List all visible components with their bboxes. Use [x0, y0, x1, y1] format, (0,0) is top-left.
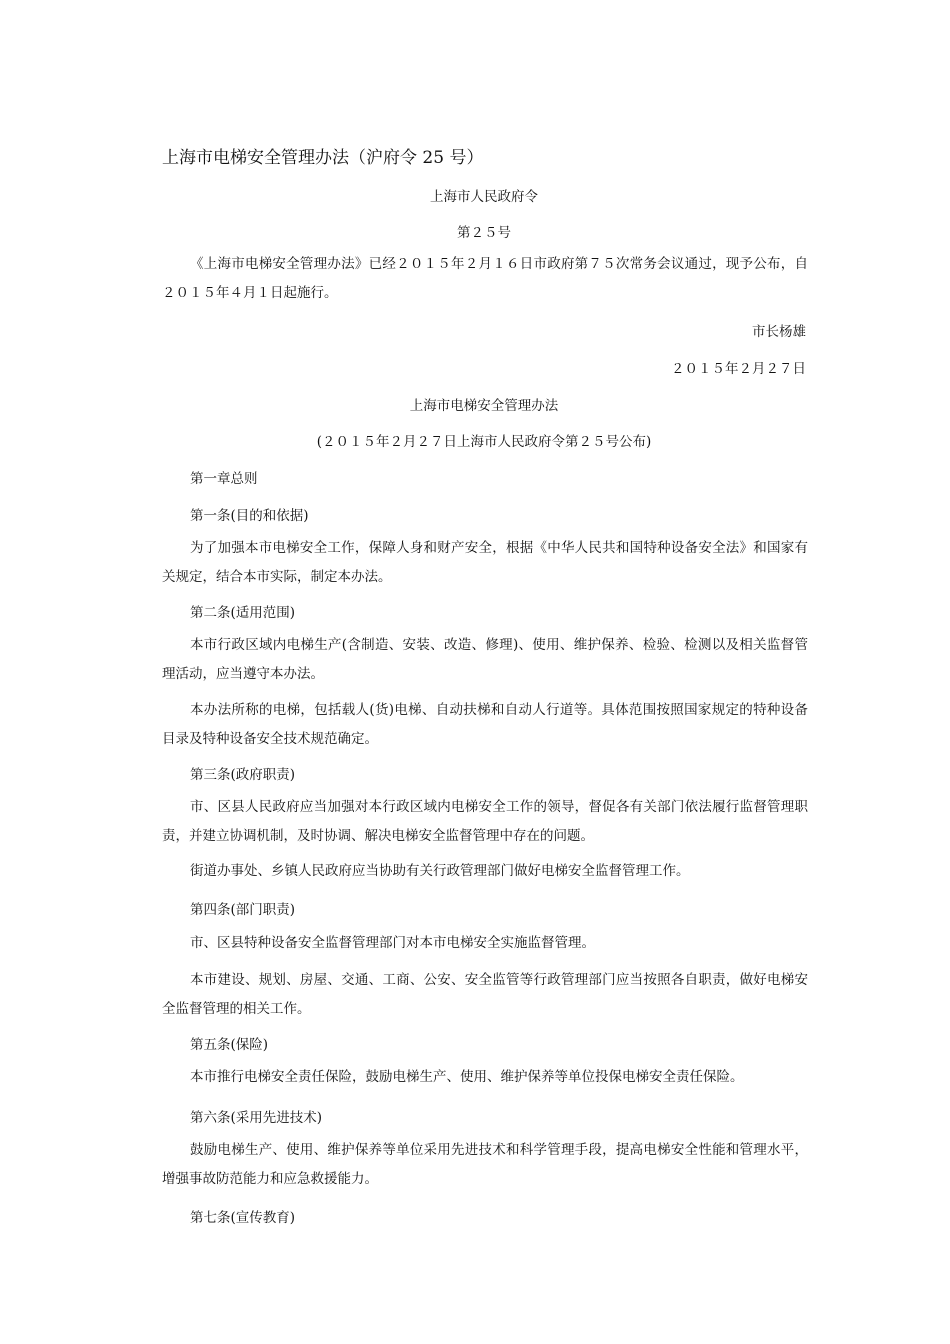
article-heading: 第四条(部门职责): [190, 902, 296, 918]
article-paragraph: 市、区县人民政府应当加强对本行政区域内电梯安全工作的领导，督促各有关部门依法履行监督管理职责，并建立协调机制，及时协调、解决电梯安全监督管理中存在的问题。: [162, 799, 808, 844]
article-paragraph: 本办法所称的电梯，包括载人(货)电梯、自动扶梯和自动人行道等。具体范围按照国家规定的特种设备目录及特种设备安全技术规范确定。: [162, 702, 808, 747]
regulation-title: 上海市电梯安全管理办法: [409, 398, 559, 414]
article-paragraph: 街道办事处、乡镇人民政府应当协助有关行政管理部门做好电梯安全监督管理工作。: [190, 863, 690, 879]
article-paragraph: 鼓励电梯生产、使用、维护保养等单位采用先进技术和科学管理手段，提高电梯安全性能和管理水平，增强事故防范能力和应急救援能力。: [162, 1142, 808, 1187]
document-title: 上海市电梯安全管理办法（沪府令 25 号）: [162, 148, 484, 168]
promulgation-note: (２０１５年２月２７日上海市人民政府令第２５号公布): [316, 434, 652, 450]
article-heading: 第五条(保险): [190, 1037, 269, 1053]
order-issuer: 上海市人民政府令: [430, 189, 538, 205]
sign-date: ２０１５年２月２７日: [671, 361, 806, 377]
article-heading: 第三条(政府职责): [190, 767, 296, 783]
article-heading: 第六条(采用先进技术): [190, 1110, 323, 1126]
article-paragraph: 市、区县特种设备安全监督管理部门对本市电梯安全实施监督管理。: [190, 935, 595, 951]
article-paragraph: 本市建设、规划、房屋、交通、工商、公安、安全监管等行政管理部门应当按照各自职责，做好电梯安全监督管理的相关工作。: [162, 972, 808, 1017]
signatory: 市长杨雄: [752, 324, 806, 340]
article-paragraph: 本市行政区域内电梯生产(含制造、安装、改造、修理)、使用、维护保养、检验、检测以及相关监督管理活动，应当遵守本办法。: [162, 637, 808, 682]
article-paragraph: 为了加强本市电梯安全工作，保障人身和财产安全，根据《中华人民共和国特种设备安全法》和国家有关规定，结合本市实际，制定本办法。: [162, 540, 808, 585]
decree-text: 《上海市电梯安全管理办法》已经２０１５年２月１６日市政府第７５次常务会议通过，现予公布，自２０１５年４月１日起施行。: [162, 256, 808, 301]
chapter-heading: 第一章总则: [190, 471, 258, 487]
article-paragraph: 本市推行电梯安全责任保险，鼓励电梯生产、使用、维护保养等单位投保电梯安全责任保险。: [190, 1069, 744, 1085]
article-heading: 第一条(目的和依据): [190, 508, 309, 524]
article-heading: 第二条(适用范围): [190, 605, 296, 621]
article-heading: 第七条(宣传教育): [190, 1210, 296, 1226]
order-number: 第２５号: [457, 225, 511, 241]
